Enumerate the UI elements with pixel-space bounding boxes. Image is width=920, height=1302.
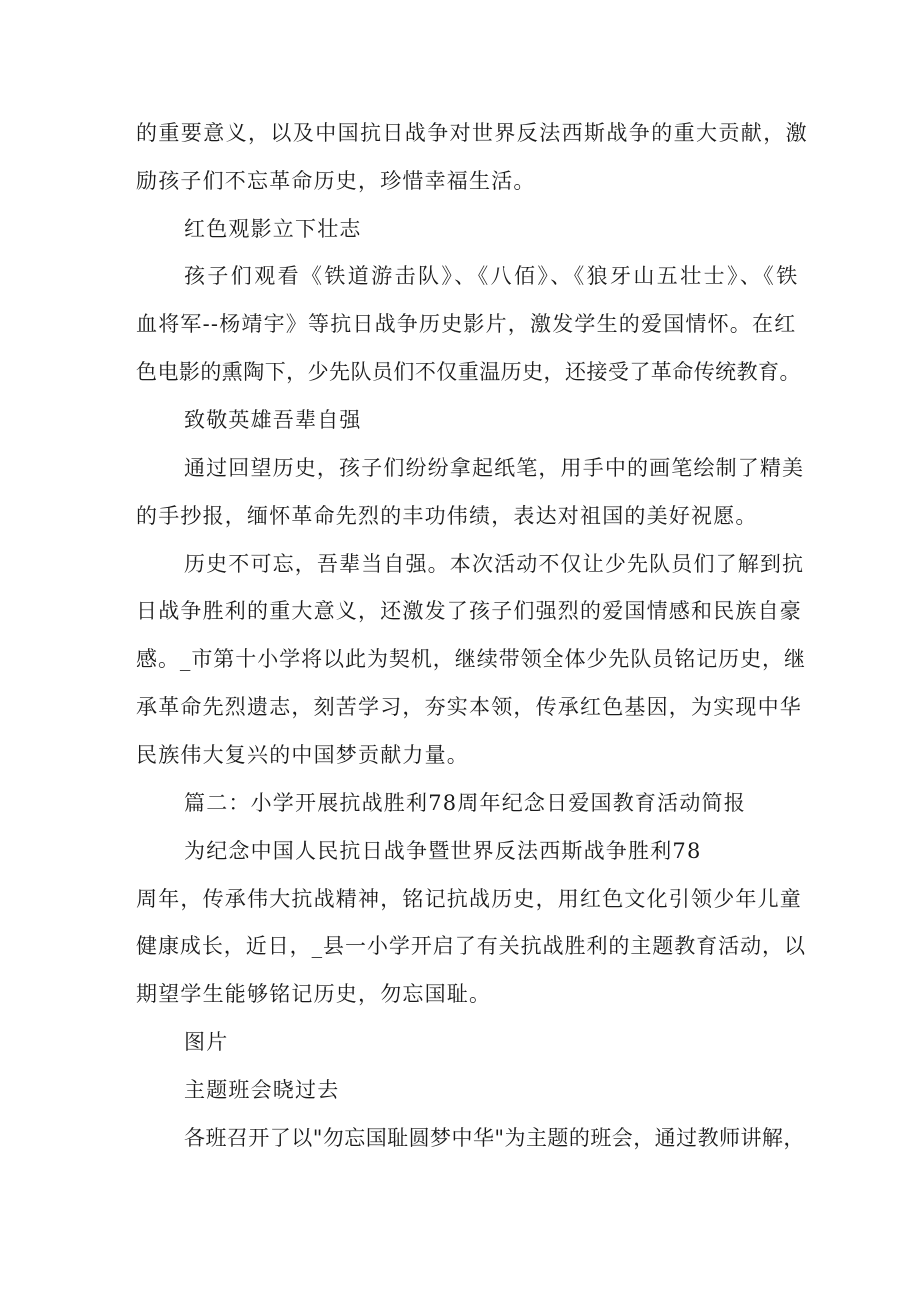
image-caption: 图片 (184, 1030, 229, 1054)
body-text-line: 的重要意义，以及中国抗日战争对世界反法西斯战争的重大贡献，激 (136, 121, 808, 145)
body-text-line: 历史不可忘，吾辈当自强。本次活动不仅让少先队员们了解到抗 (184, 552, 805, 576)
body-text-line: 为纪念中国人民抗日战争暨世界反法西斯战争胜利78 (184, 839, 702, 863)
body-text-line: 民族伟大复兴的中国梦贡献力量。 (136, 743, 469, 767)
body-text-line: 日战争胜利的重大意义，还激发了孩子们强烈的爱国情感和民族自豪 (136, 599, 802, 623)
section-heading: 致敬英雄吾辈自强 (184, 408, 362, 432)
body-text-line: 健康成长，近日，_县一小学开启了有关抗战胜利的主题教育活动，以 (136, 934, 806, 958)
body-text-line: 周年，传承伟大抗战精神，铭记抗战历史，用红色文化引领少年儿童 (136, 887, 802, 911)
section-heading: 主题班会晓过去 (184, 1078, 340, 1102)
body-text-line: 感。_市第十小学将以此为契机，继续带领全体少先队员铭记历史，继 (136, 647, 806, 671)
article-title: 篇二：小学开展抗战胜利78周年纪念日爱国教育活动简报 (184, 791, 746, 815)
body-text-line: 承革命先烈遗志，刻苦学习，夯实本领，传承红色基因，为实现中华 (136, 695, 802, 719)
body-text-line: 期望学生能够铭记历史，勿忘国耻。 (136, 982, 492, 1006)
body-text-line: 励孩子们不忘革命历史，珍惜幸福生活。 (136, 169, 536, 193)
body-text-line: 各班召开了以"勿忘国耻圆梦中华"为主题的班会，通过教师讲解， (184, 1126, 805, 1150)
section-heading: 红色观影立下壮志 (184, 217, 362, 241)
body-text-line: 的手抄报，缅怀革命先烈的丰功伟绩，表达对祖国的美好祝愿。 (136, 504, 758, 528)
body-text-line: 血将军--杨靖宇》等抗日战争历史影片，激发学生的爱国情怀。在红 (136, 312, 797, 336)
body-text-line: 色电影的熏陶下，少先队员们不仅重温历史，还接受了革命传统教育。 (136, 360, 801, 384)
body-text-line: 孩子们观看《铁道游击队》、《八佰》、《狼牙山五壮士》、《铁 (184, 264, 800, 288)
body-text-line: 通过回望历史，孩子们纷纷拿起纸笔，用手中的画笔绘制了精美 (184, 456, 805, 480)
